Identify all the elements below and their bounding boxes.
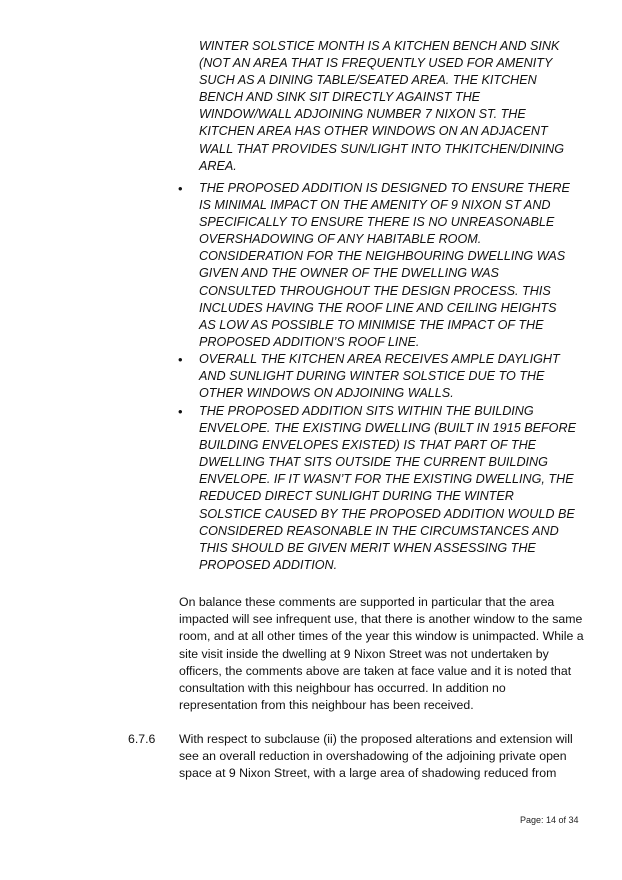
bullet-marker: • <box>178 404 183 419</box>
bullet-item-building-envelope: THE PROPOSED ADDITION SITS WITHIN THE BUILDING ENVELOPE. THE EXISTING DWELLING (BUILT IN 1915 BEFORE BUILDING ENVELOPES EXISTED) IS THAT PART OF THE DWELLING THAT SITS OUTSIDE THE CURRENT BUILDING ENVELOPE. IF IT WASN’T FOR THE EXISTING DWELLING, THE REDUCED DIRECT SUNLIGHT DURING THE WINTER SOLSTICE CAUSED BY THE PROPOSED ADDITION WOULD BE CONSIDERED REASONABLE IN THE CIRCUMSTANCES AND THIS SHOULD BE GIVEN MERIT WHEN ASSESSING THE PROPOSED ADDITION. <box>199 404 576 572</box>
clause-text: With respect to subclause (ii) the proposed alterations and extension will see an overall reduction in overshadowing of the adjoining private open space at 9 Nixon Street, with a large area of shadowing reduced from <box>179 732 573 781</box>
clause-number: 6.7.6 <box>128 732 156 746</box>
bullet-item-minimal-impact: THE PROPOSED ADDITION IS DESIGNED TO ENSURE THERE IS MINIMAL IMPACT ON THE AMENITY OF 9 NIXON ST AND SPECIFICALLY TO ENSURE THERE IS NO UNREASONABLE OVERSHADOWING OF ANY HABITABLE ROOM. CONSIDERATION FOR THE NEIGHBOURING DWELLING WAS GIVEN AND THE OWNER OF THE DWELLING WAS CONSULTED THROUGHOUT THE DESIGN PROCESS. THIS INCLUDES HAVING THE ROOF LINE AND CEILING HEIGHTS AS LOW AS POSSIBLE TO MINIMISE THE IMPACT OF THE PROPOSED ADDITION’S ROOF LINE. <box>199 181 570 349</box>
bullet-item-kitchen-daylight: OVERALL THE KITCHEN AREA RECEIVES AMPLE DAYLIGHT AND SUNLIGHT DURING WINTER SOLSTICE DUE TO THE OTHER WINDOWS ON ADJOINING WALLS. <box>199 352 560 401</box>
page-number: Page: 14 of 34 <box>520 815 579 825</box>
balance-paragraph: On balance these comments are supported in particular that the area impacted will see infrequent use, that there is another window to the same room, and at all other times of the year this window is unimpacted. While a site visit inside the dwelling at 9 Nixon Street was not undertaken by officers, the comments above are taken at face value and it is noted that consultation with this neighbour has occurred. In addition no representation from this neighbour has been received. <box>179 595 584 713</box>
bullet-marker: • <box>178 352 183 367</box>
bullet-marker: • <box>178 181 183 196</box>
submission-continuation-text: WINTER SOLSTICE MONTH IS A KITCHEN BENCH AND SINK (NOT AN AREA THAT IS FREQUENTLY USED FOR AMENITY SUCH AS A DINING TABLE/SEATED AREA. THE KITCHEN BENCH AND SINK SIT DIRECTLY AGAINST THE WINDOW/WALL ADJOINING NUMBER 7 NIXON ST. THE KITCHEN AREA HAS OTHER WINDOWS ON AN ADJACENT WALL THAT PROVIDES SUN/LIGHT INTO THKITCHEN/DINING AREA. <box>199 39 565 173</box>
